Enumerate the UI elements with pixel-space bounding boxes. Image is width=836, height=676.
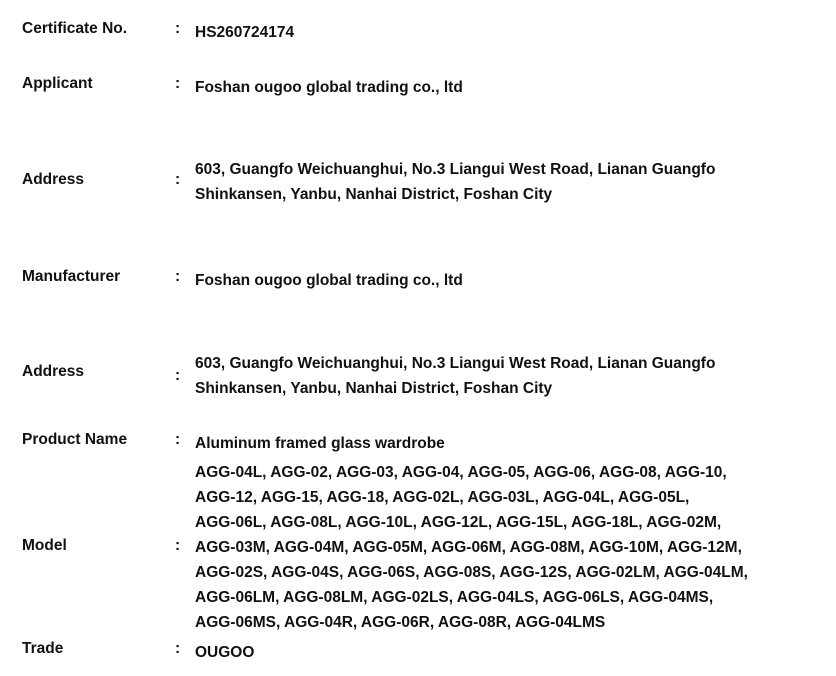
manufacturer-address-line: Shinkansen, Yanbu, Nanhai District, Foshan City [195, 380, 553, 397]
trade-value [195, 640, 815, 665]
manufacturer-separator: : [175, 268, 181, 285]
manufacturer-value-text: Foshan ougoo global trading co., ltd [195, 272, 463, 289]
applicant-address-separator: : [175, 171, 181, 188]
applicant-address-value [195, 157, 815, 207]
applicant-value [195, 75, 815, 100]
product-name-value-text: Aluminum framed glass wardrobe [195, 435, 445, 452]
trade-separator: : [175, 640, 181, 657]
model-line: AGG-03M, AGG-04M, AGG-05M, AGG-06M, AGG-08M, AGG-10M, AGG-12M, [195, 539, 742, 556]
manufacturer-label: Manufacturer [22, 268, 121, 285]
manufacturer-address-line: 603, Guangfo Weichuanghui, No.3 Liangui West Road, Lianan Guangfo [195, 355, 716, 372]
model-line: AGG-06L, AGG-08L, AGG-10L, AGG-12L, AGG-15L, AGG-18L, AGG-02M, [195, 514, 722, 531]
applicant-address-label: Address [22, 171, 85, 188]
product-name-label: Product Name [22, 431, 128, 448]
certificate-value-text: HS260724174 [195, 24, 295, 41]
model-line: AGG-02S, AGG-04S, AGG-06S, AGG-08S, AGG-12S, AGG-02LM, AGG-04LM, [195, 564, 748, 581]
model-separator: : [175, 537, 181, 554]
applicant-address-line: 603, Guangfo Weichuanghui, No.3 Liangui West Road, Lianan Guangfo [195, 161, 716, 178]
model-line: AGG-12, AGG-15, AGG-18, AGG-02L, AGG-03L, AGG-04L, AGG-05L, [195, 489, 690, 506]
manufacturer-address-label: Address [22, 363, 85, 380]
applicant-label: Applicant [22, 75, 93, 92]
certificate-value [195, 20, 815, 45]
model-label: Model [22, 537, 67, 554]
model-list [195, 460, 815, 635]
applicant-separator: : [175, 75, 181, 92]
manufacturer-address-value [195, 351, 815, 401]
applicant-value-text: Foshan ougoo global trading co., ltd [195, 79, 463, 96]
certificate-separator: : [175, 20, 181, 37]
manufacturer-value [195, 268, 815, 293]
product-name-value [195, 431, 815, 456]
certificate-label: Certificate No. [22, 20, 128, 37]
manufacturer-address-separator: : [175, 367, 181, 384]
trade-label: Trade [22, 640, 64, 657]
model-line: AGG-04L, AGG-02, AGG-03, AGG-04, AGG-05, AGG-06, AGG-08, AGG-10, [195, 464, 727, 481]
trade-value-text: OUGOO [195, 644, 255, 661]
model-line: AGG-06MS, AGG-04R, AGG-06R, AGG-08R, AGG-04LMS [195, 614, 606, 631]
model-line: AGG-06LM, AGG-08LM, AGG-02LS, AGG-04LS, AGG-06LS, AGG-04MS, [195, 589, 714, 606]
product-name-separator: : [175, 431, 181, 448]
applicant-address-line: Shinkansen, Yanbu, Nanhai District, Foshan City [195, 186, 553, 203]
